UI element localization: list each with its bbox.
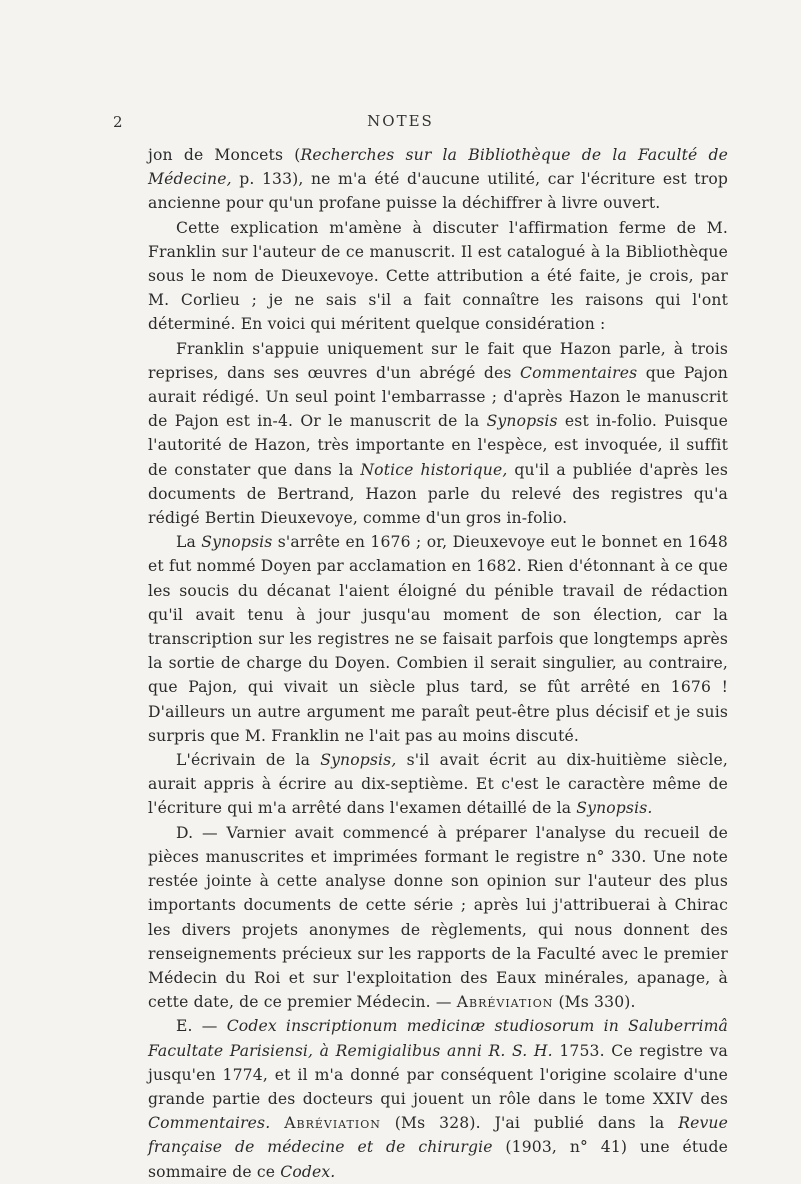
paragraph-7: E. — Codex inscriptionum medicinæ studiosorum in Saluberrimâ Facultate Parisiensi, à Remigialibus anni R. S. H. 1753. Ce registre va jusqu'en 1774, et il m'a donné par conséquent l'origine scolaire d'une grande partie des docteurs qui jouent un rôle dans le tome XXIV des Commentaires. Abréviation (Ms 328). J'ai publié dans la Revue française de médecine et de chirurgie (1903, n° 41) une étude sommaire de ce Codex. <box>148 1017 728 1181</box>
paragraph-4: La Synopsis s'arrête en 1676 ; or, Dieuxevoye eut le bonnet en 1648 et fut nommé Doyen par acclamation en 1682. Rien d'étonnant à ce que les soucis du décanat l'aient éloigné du pénible travail de rédaction qu'il avait tenu à jour jusqu'au moment de son élection, car la transcription sur les registres ne se faisait parfois que longtemps après la sortie de charge du Doyen. Combien il serait singulier, au contraire, que Pajon, qui vivait un siècle plus tard, se fût arrêté en 1676 ! D'ailleurs un autre argument me paraît peut-être plus décisif et je suis surpris que M. Franklin ne l'ait pas au moins discuté. <box>148 533 729 745</box>
paragraph-6: D. — Varnier avait commencé à préparer l'analyse du recueil de pièces manuscrites et imprimées formant le registre n° 330. Une note restée jointe à cette analyse donne son opinion sur l'auteur des plus importants documents de cette série ; après lui j'attribuerai à Chirac les divers projets anonymes de règlements, qui nous donnent des renseignements précieux sur les rapports de la Faculté avec le premier Médecin du Roi et sur l'exploitation des Eaux minérales, apanage, à cette date, de ce premier Médecin. — Abréviation (Ms 330). <box>148 823 728 1012</box>
paragraph-3: Franklin s'appuie uniquement sur le fait que Hazon parle, à trois reprises, dans ses œuvres d'un abrégé des Commentaires que Pajon aurait rédigé. Un seul point l'embarrasse ; d'après Hazon le manuscrit de Pajon est in-4. Or le manuscrit de la Synopsis est in-folio. Puisque l'autorité de Hazon, très importante en l'espèce, est invoquée, il suffit de constater que dans la Notice historique, qu'il a publiée d'après les documents de Bertrand, Hazon parle du relevé des registres qu'a rédigé Bertin Dieuxevoye, comme d'un gros in-folio. <box>148 339 728 528</box>
body-text <box>148 143 728 1184</box>
running-head: NOTES <box>367 112 434 130</box>
page-number: 2 <box>113 113 123 131</box>
paragraph-1: jon de Moncets (Recherches sur la Bibliothèque de la Faculté de Médecine, p. 133), ne m'a été d'aucune utilité, car l'écriture est trop ancienne pour qu'un profane puisse la déchiffrer à livre ouvert. <box>148 146 728 213</box>
paragraph-5: L'écrivain de la Synopsis, s'il avait écrit au dix-huitième siècle, aurait appris à écrire au dix-septième. Et c'est le caractère même de l'écriture qui m'a arrêté dans l'examen détaillé de la Synopsis. <box>148 751 728 818</box>
paragraph-2: Cette explication m'amène à discuter l'affirmation ferme de M. Franklin sur l'auteur de ce manuscrit. Il est catalogué à la Bibliothèque sous le nom de Dieuxevoye. Cette attribution a été faite, je crois, par M. Corlieu ; je ne sais s'il a fait connaître les raisons qui l'ont déterminé. En voici qui méritent quelque considération : <box>148 218 728 334</box>
